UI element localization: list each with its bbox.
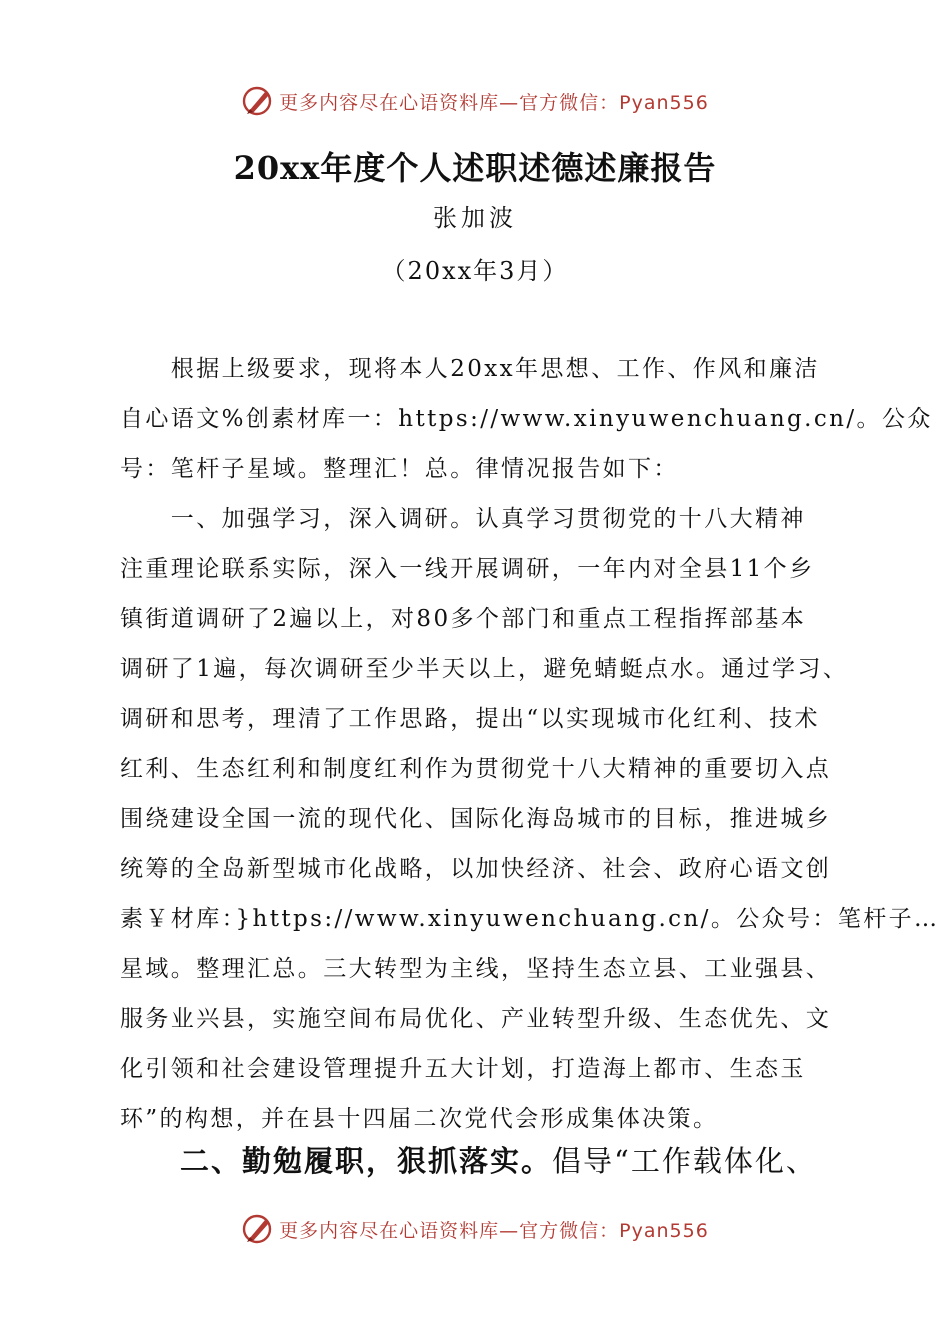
body-line: 星域。整理汇总。三大转型为主线，坚持生态立县、工业强县、 bbox=[120, 956, 832, 982]
body-line: 根据上级要求，现将本人20xx年思想、工作、作风和廉洁 bbox=[120, 356, 820, 382]
section-2-paragraph-start bbox=[180, 1141, 860, 1181]
body-line: 调研和思考，理清了工作思路，提出“以实现城市化红利、技术 bbox=[120, 706, 820, 732]
body-line: 红利、生态红利和制度红利作为贯彻党十八大精神的重要切入点 bbox=[120, 756, 832, 782]
body-line: 调研了1遍，每次调研至少半天以上，避免蜻蜓点水。通过学习、 bbox=[120, 656, 849, 682]
body-line: 号：笔杆子星域。整理汇！总。律情况报告如下： bbox=[120, 456, 679, 482]
body-line: 围绕建设全国一流的现代化、国际化海岛城市的目标，推进城乡 bbox=[120, 806, 832, 832]
body-line: 一、加强学习，深入调研。认真学习贯彻党的十八大精神 bbox=[120, 506, 806, 532]
body-line: 环”的构想，并在县十四届二次党代会形成集体决策。 bbox=[120, 1106, 719, 1132]
body-line: 素￥材库：}https://www.xinyuwenchuang.cn/。公众号：笔杆子… bbox=[120, 906, 940, 932]
section-2-heading: 二、勤勉履职，狠抓落实。 bbox=[180, 1144, 553, 1178]
watermark-text: 更多内容尽在心语资料库—官方微信：Pyan556 bbox=[279, 1219, 709, 1242]
section-2-text: 倡导“工作载体化、 bbox=[552, 1144, 817, 1178]
body-line: 自心语文%创素材库一：https://www.xinyuwenchuang.cn/。公众 bbox=[120, 406, 933, 432]
body-line: 服务业兴县，实施空间布局优化、产业转型升级、生态优先、文 bbox=[120, 1006, 832, 1032]
watermark-banner-top bbox=[0, 84, 950, 118]
document-author: 张加波 bbox=[433, 204, 517, 232]
document-title: 20xx年度个人述职述德述廉报告 bbox=[233, 149, 717, 187]
document-date: （20xx年3月） bbox=[381, 257, 569, 285]
pen-circle-icon bbox=[241, 1212, 275, 1246]
pen-circle-icon bbox=[241, 84, 275, 118]
body-line: 镇街道调研了2遍以上，对80多个部门和重点工程指挥部基本 bbox=[120, 606, 807, 632]
body-line: 化引领和社会建设管理提升五大计划，打造海上都市、生态玉 bbox=[120, 1056, 806, 1082]
watermark-banner-bottom bbox=[0, 1212, 950, 1246]
body-line: 统筹的全岛新型城市化战略，以加快经济、社会、政府心语文创 bbox=[120, 856, 832, 882]
watermark-text: 更多内容尽在心语资料库—官方微信：Pyan556 bbox=[279, 91, 709, 114]
body-line: 注重理论联系实际，深入一线开展调研，一年内对全县11个乡 bbox=[120, 556, 815, 582]
